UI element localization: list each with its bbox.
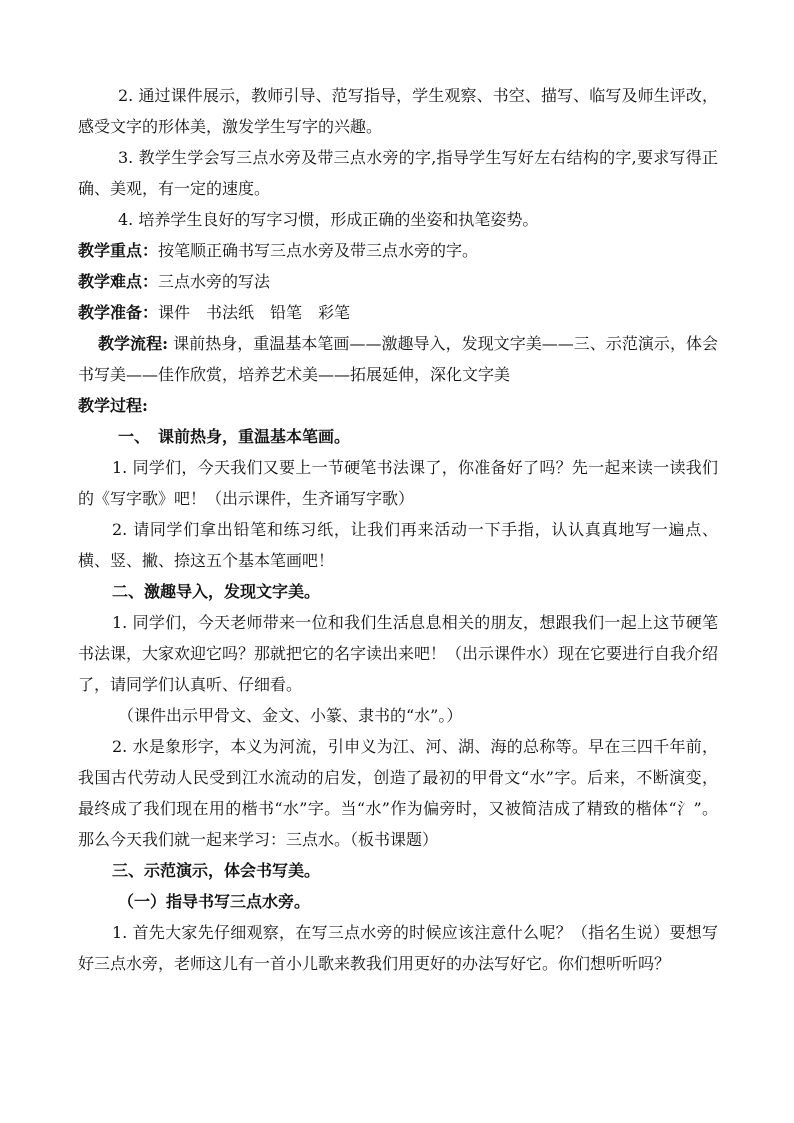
flow-paragraph [78, 328, 718, 390]
key-point-text: 按笔顺正确书写三点水旁及带三点水旁的字。 [158, 241, 479, 260]
objective-paragraph-3: 3. 教学生学会写三点水旁及带三点水旁的字,指导学生写好左右结构的字,要求写得正确、美观，有一定的速度。 [78, 148, 718, 198]
flow-text: 课前热身，重温基本笔画——激趣导入，发现文字美——三、示范演示，体会书写美——佳作欣赏，培养艺术美——拓展延伸，深化文字美 [78, 334, 718, 384]
section-3-item-1: 1. 首先大家先仔细观察，在写三点水旁的时候应该注意什么呢？（指名生说）要想写好三点水旁，老师这儿有一首小儿歌来教我们用更好的办法写好它。你们想听听吗？ [78, 923, 718, 973]
difficulty-label: 教学难点： [78, 272, 159, 291]
objective-paragraph-2: 2. 通过课件展示，教师引导、范写指导，学生观察、书空、描写、临写及师生评改，感受文字的形体美，激发学生写字的兴趣。 [78, 86, 718, 136]
section-2-title: 二、激趣导入，发现文字美。 [112, 582, 321, 601]
section-3-subtitle: （一）指导书写三点水旁。 [118, 892, 311, 911]
section-1-item-2: 2. 请同学们拿出铅笔和练习纸，让我们再来活动一下手指，认认真真地写一遍点、横、竖、撇、捺这五个基本笔画吧！ [78, 520, 718, 570]
key-point-line [78, 235, 718, 266]
section-3-title: 三、示范演示，体会书写美。 [112, 861, 321, 880]
section-2-note: （课件出示甲骨文、金文、小篆、隶书的“水”。） [118, 706, 463, 725]
preparation-line [78, 297, 718, 328]
difficulty-line [78, 266, 718, 297]
process-heading: 教学过程: [78, 396, 148, 415]
difficulty-text: 三点水旁的写法 [158, 272, 271, 291]
section-1-item-1: 1. 同学们，今天我们又要上一节硬笔书法课了，你准备好了吗？先一起来读一读我们的《写字歌》吧！（出示课件，生齐诵写字歌） [78, 458, 718, 508]
section-1-title: 一、 课前热身，重温基本笔画。 [118, 427, 351, 446]
preparation-text: 课件 书法纸 铅笔 彩笔 [158, 303, 351, 322]
objective-paragraph-4: 4. 培养学生良好的写字习惯，形成正确的坐姿和执笔姿势。 [118, 210, 539, 229]
flow-label: 教学流程: [98, 334, 169, 353]
lesson-plan-body [78, 80, 718, 979]
section-2-item-1: 1. 同学们，今天老师带来一位和我们生活息息相关的朋友，想跟我们一起上这节硬笔书法课，大家欢迎它吗？那就把它的名字读出来吧！（出示课件水）现在它要进行自我介绍了，请同学们认真听、仔细看。 [78, 613, 719, 694]
preparation-label: 教学准备： [78, 303, 159, 322]
section-2-item-2: 2. 水是象形字，本义为河流，引申义为江、河、湖、海的总称等。早在三四千年前，我国古代劳动人民受到江水流动的启发，创造了最初的甲骨文“水”字。后来，不断演变，最终成了我们现在用的楷书“水”字。当“水”作为偏旁时，又被简洁成了精致的楷体“氵”。那么今天我们就一起来学习：三点水。（板书课题） [78, 737, 718, 849]
key-point-label: 教学重点： [78, 241, 159, 260]
